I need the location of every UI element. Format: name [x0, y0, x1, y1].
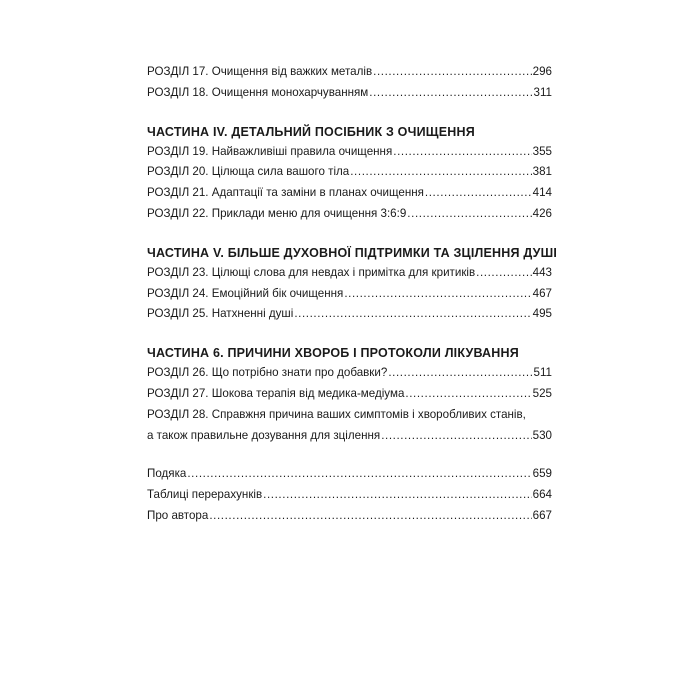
- toc-entry[interactable]: [147, 263, 552, 284]
- toc-entry-line-2: [147, 426, 552, 447]
- dot-leader: [263, 485, 532, 506]
- dot-leader: [381, 426, 531, 447]
- toc-entry-page: 667: [532, 508, 552, 522]
- dot-leader: [294, 304, 531, 325]
- toc-entry[interactable]: [147, 464, 552, 485]
- toc-entry-page: 296: [532, 65, 552, 78]
- toc-entry[interactable]: [147, 62, 552, 83]
- toc-entry-page: 525: [532, 386, 552, 400]
- toc-entry[interactable]: [147, 506, 552, 527]
- toc-entry-page: 664: [532, 488, 552, 502]
- toc-entry-label: РОЗДІЛ 23. Цілющі слова для невдах і примітка для критиків: [147, 265, 476, 279]
- part-heading: ЧАСТИНА IV. ДЕТАЛЬНИЙ ПОСІБНИК З ОЧИЩЕННЯ: [147, 124, 475, 139]
- toc-entry-label: Подяка: [147, 467, 187, 481]
- part-heading: ЧАСТИНА 6. ПРИЧИНИ ХВОРОБ І ПРОТОКОЛИ ЛІКУВАННЯ: [147, 346, 519, 361]
- toc-entry-label: РОЗДІЛ 24. Емоційний бік очищення: [147, 286, 344, 300]
- toc-entry-label: Про автора: [147, 508, 209, 522]
- toc-entry-page: 311: [533, 85, 552, 99]
- toc-entry-page: 426: [532, 206, 552, 220]
- dot-leader: [476, 263, 532, 284]
- dot-leader: [407, 204, 531, 225]
- toc-entry[interactable]: [147, 384, 552, 405]
- toc-entry-label: РОЗДІЛ 21. Адаптації та заміни в планах очищення: [147, 186, 424, 200]
- toc-entry-label: РОЗДІЛ 25. Натхненні душі: [147, 307, 294, 321]
- toc-entry[interactable]: [147, 83, 552, 104]
- toc-entry-page: 511: [533, 366, 552, 380]
- toc-entry-page: 443: [532, 265, 552, 279]
- dot-leader: [388, 363, 532, 384]
- toc-entry-label: РОЗДІЛ 27. Шокова терапія від медика-медіума: [147, 386, 405, 400]
- dot-leader: [209, 506, 531, 527]
- toc-entry-label: РОЗДІЛ 17. Очищення від важких металів: [147, 65, 373, 78]
- dot-leader: [425, 183, 532, 204]
- toc-entry-page: 467: [532, 286, 552, 300]
- dot-leader: [369, 83, 532, 104]
- toc-entry-label: РОЗДІЛ 18. Очищення монохарчуванням: [147, 85, 369, 99]
- toc-group-part-6: [147, 343, 552, 446]
- dot-leader: [373, 62, 532, 83]
- toc-group-part-5: [147, 243, 558, 325]
- toc-entry-page: 530: [532, 428, 552, 442]
- table-of-contents: [147, 62, 558, 527]
- toc-entry-label: Таблиці перерахунків: [147, 488, 263, 502]
- toc-group-back-matter: [147, 464, 552, 526]
- toc-entry[interactable]: [147, 204, 552, 225]
- toc-entry[interactable]: [147, 142, 552, 163]
- toc-group-part-4: [147, 122, 552, 225]
- toc-entry-page: 414: [532, 186, 552, 200]
- dot-leader: [405, 384, 531, 405]
- toc-entry-label-line-1: РОЗДІЛ 28. Справжня причина ваших симптомів і хворобливих станів,: [147, 407, 526, 421]
- dot-leader: [187, 464, 531, 485]
- toc-entry-page: 355: [532, 144, 552, 158]
- toc-entry-label: РОЗДІЛ 20. Цілюща сила вашого тіла: [147, 165, 350, 179]
- toc-entry-multiline[interactable]: [147, 405, 552, 447]
- toc-entry-page: 659: [532, 467, 552, 481]
- toc-entry[interactable]: [147, 162, 552, 183]
- toc-entry[interactable]: [147, 363, 552, 384]
- toc-entry-label-line-2: а також правильне дозування для зцілення: [147, 428, 381, 442]
- part-heading: ЧАСТИНА V. БІЛЬШЕ ДУХОВНОЇ ПІДТРИМКИ ТА ЗЦІЛЕННЯ ДУШІ: [147, 245, 558, 260]
- toc-entry[interactable]: [147, 485, 552, 506]
- toc-entry-label: РОЗДІЛ 22. Приклади меню для очищення 3:6:9: [147, 206, 407, 220]
- dot-leader: [393, 142, 531, 163]
- dot-leader: [350, 162, 531, 183]
- toc-entry[interactable]: [147, 304, 552, 325]
- toc-entry-page: 495: [532, 307, 552, 321]
- toc-entry-label: РОЗДІЛ 26. Що потрібно знати про добавки?: [147, 366, 388, 380]
- toc-entry[interactable]: [147, 183, 552, 204]
- dot-leader: [344, 284, 531, 305]
- toc-entry-page: 381: [532, 165, 552, 179]
- toc-entry[interactable]: [147, 284, 552, 305]
- toc-entry-label: РОЗДІЛ 19. Найважливіші правила очищення: [147, 144, 393, 158]
- toc-group-continued: [147, 62, 552, 104]
